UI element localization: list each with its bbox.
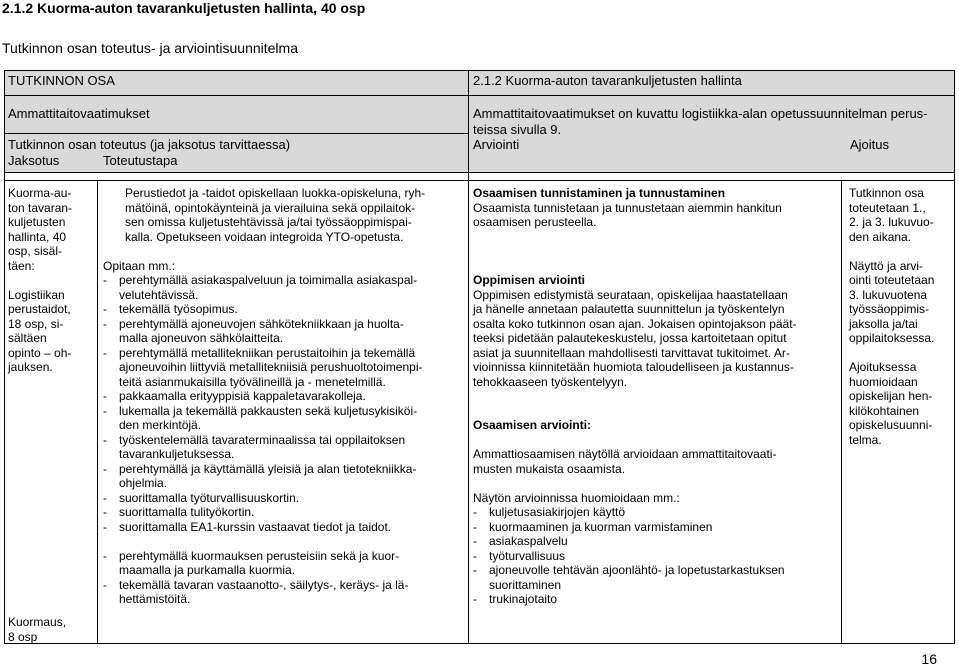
ajoitus-line: kilökohtainen [849, 403, 920, 418]
jaksotus-line: 8 osp [8, 629, 38, 644]
jaksotus-line: sältäen [8, 331, 47, 345]
opitaan-label: Opitaan mm.: [103, 258, 176, 273]
table-border-bottom [4, 643, 955, 644]
jaksotus-line: hallinta, 40 [8, 229, 67, 244]
jaksotus-line: Logistiikan [8, 287, 65, 302]
list-item: - suorittamalla EA1-kurssin vastaavat tiedot ja taidot. [103, 519, 392, 534]
document-title: 2.1.2 Kuorma-auton tavarankuljetusten hallinta, 40 osp [2, 0, 366, 16]
ajoitus-line: jaksolla ja/tai [849, 316, 918, 331]
table-col-divider-jaksotus [97, 180, 98, 644]
jaksotus-line: osp, sisäl- [8, 244, 63, 258]
toteutustapa-label: Toteutustapa [103, 153, 178, 168]
jaksotus-line: ton tavaran- [8, 200, 73, 215]
intro-line: mätöinä, opintokäynteinä ja vierailuina sekä oppilaitok- [125, 200, 416, 215]
ammattitaito-value-line2: teissa sivulla 9. [473, 122, 562, 137]
jaksotus-label: Jaksotus [8, 153, 60, 168]
ajoitus-line: Näyttö ja arvi- [849, 258, 924, 273]
list-item: - ajoneuvolle tehtävän ajoonlähtö- ja lopetustarkastuksen suorittaminen [473, 563, 785, 592]
tutkinnon-osa-label: TUTKINNON OSA [8, 73, 115, 88]
table-border-right [954, 70, 955, 644]
list-item: - suorittamalla tulityökortin. [103, 505, 255, 519]
list-item: - kuljetusasiakirjojen käyttö [473, 505, 626, 519]
jaksotus-cell [8, 186, 96, 375]
list-item: - pakkaamalla erityyppisiä kappaletavarakolleja. [103, 389, 366, 403]
table-border-top [4, 70, 955, 71]
list-item: - perehtymällä ja käyttämällä yleisiä ja alan tietotekniikka- ohjelmia. [103, 461, 417, 490]
list-item: - työturvallisuus [473, 548, 566, 563]
ajoitus-line: Ajoituksessa [849, 360, 917, 374]
toteutustapa-cell [103, 186, 465, 607]
ajoitus-line: Tutkinnon osa [849, 186, 924, 200]
ajoitus-line: työssäoppimis- [849, 302, 930, 316]
arviointi-line: ja hänelle annetaan palautetta suunnittelun ja työskentelyn [473, 302, 785, 316]
ajoitus-label: Ajoitus [850, 137, 890, 152]
ajoitus-line: toteutetaan 1., [849, 200, 926, 215]
intro-line: Perustiedot ja -taidot opiskellaan luokka-opiskeluna, ryh- [125, 186, 426, 200]
arviointi-line: osalta koko tutkinnon osan ajan. Jokaisen opintojakson päät- [473, 316, 797, 331]
toteutus-label: Tutkinnon osan toteutus (ja jaksotus tarvittaessa) [8, 137, 291, 152]
list-item: - perehtymällä asiakaspalveluun ja toimimalla asiakaspal- velutehtävissä. [103, 273, 418, 302]
ajoitus-line: ointi toteutetaan [849, 273, 935, 287]
arviointi-heading: Osaamisen arviointi: [473, 418, 592, 432]
jaksotus-line: Kuormaus, [8, 615, 67, 629]
table-col-divider-main [468, 70, 469, 644]
list-item: - tekemällä työsopimus. [103, 302, 238, 316]
arviointi-line: musten mukaista osaamista. [473, 461, 626, 476]
list-item: - työskentelemällä tavaraterminaalissa tai oppilaitoksen tavarankuljetuksessa. [103, 432, 406, 461]
ammattitaito-value-line1: Ammattitaitovaatimukset on kuvattu logistiikka-alan opetussuunnitelman perus- [473, 106, 928, 121]
arviointi-line: Osaamista tunnistetaan ja tunnustetaan aiemmin hankitun [473, 200, 782, 215]
list-item: - kuormaaminen ja kuorman varmistaminen [473, 519, 713, 534]
arviointi-heading: Oppimisen arviointi [473, 273, 586, 287]
ajoitus-cell [849, 186, 953, 447]
jaksotus-line: täen: [8, 258, 35, 273]
list-item: - perehtymällä kuormauksen perusteisiin sekä ja kuor- maamalla ja purkamalla kuormia. [103, 548, 400, 577]
arviointi-line: vioinnissa kiinnitetään huomiota taloudelliseen ja kustannus- [473, 360, 794, 374]
ajoitus-line: 2. ja 3. lukuvuo- [849, 215, 934, 229]
intro-line: kalla. Opetukseen voidaan integroida YTO-opetusta. [125, 229, 404, 244]
list-item: - perehtymällä metallitekniikan perustaitoihin ja tekemällä ajoneuvoihin liittyviä metallitekniisiä perushuoltotoimenpi- teitä asianmukaisilla työvälineillä ja - menetelmillä. [103, 345, 423, 389]
table-rule-3 [4, 172, 955, 173]
table-col-divider-ajoitus [841, 180, 842, 644]
table-border-left [4, 70, 5, 644]
arviointi-line: asiat ja suunnitellaan mahdollisesti tarvittavat tukitoimet. Ar- [473, 345, 790, 360]
arviointi-line: tehokkaaseen työskentelyyn. [473, 374, 628, 389]
arviointi-heading: Osaamisen tunnistaminen ja tunnustaminen [473, 186, 726, 200]
list-item: - tekemällä tavaran vastaanotto-, säilytys-, keräys- ja lä- hettämistöitä. [103, 577, 409, 606]
list-item: - suorittamalla työturvallisuuskortin. [103, 490, 300, 505]
arviointi-label: Arviointi [473, 137, 520, 152]
arviointi-line: teeksi pidetään palautekeskustelu, jossa kartoitetaan opitut [473, 331, 787, 345]
jaksotus-line: perustaidot, [8, 302, 71, 316]
ammattitaito-label: Ammattitaitovaatimukset [8, 106, 150, 121]
document-subtitle: Tutkinnon osan toteutus- ja arviointisuunnitelma [2, 40, 298, 56]
ajoitus-line: huomioidaan [849, 374, 918, 389]
jaksotus-line: kuljetusten [8, 215, 66, 229]
ajoitus-line: telma. [849, 432, 882, 447]
ajoitus-line: opiskelijan hen- [849, 389, 933, 403]
jaksotus-kuormaus [8, 615, 96, 644]
list-item: - asiakaspalvelu [473, 534, 568, 548]
ajoitus-line: 3. lukuvuotena [849, 287, 928, 302]
jaksotus-line: Kuorma-au- [8, 186, 72, 200]
arviointi-line: Ammattiosaamisen näytöllä arvioidaan ammattitaitovaati- [473, 447, 777, 461]
ajoitus-line: den aikana. [849, 229, 912, 244]
ajoitus-line: oppilaitoksessa. [849, 331, 935, 345]
table-rule-1 [4, 95, 955, 96]
jaksotus-line: 18 osp, si- [8, 316, 64, 331]
list-item: - perehtymällä ajoneuvojen sähkötekniikkaan ja huolta- malla ajoneuvon sähkölaitteita. [103, 316, 404, 345]
arviointi-line: Oppimisen edistymistä seurataan, opiskelijaa haastatellaan [473, 287, 788, 302]
arviointi-line: osaamisen perusteella. [473, 215, 597, 229]
intro-line: sen omissa kuljetustehtävissä ja/tai työssäoppimispai- [125, 215, 412, 229]
page-number: 16 [921, 651, 937, 667]
jaksotus-line: opinto – oh- [8, 345, 72, 360]
tutkinnon-osa-value: 2.1.2 Kuorma-auton tavarankuljetusten hallinta [473, 73, 742, 88]
list-item: - lukemalla ja tekemällä pakkausten sekä kuljetusykisiköi- den merkintöjä. [103, 403, 418, 432]
ajoitus-line: opiskelusuunni- [849, 418, 933, 432]
arviointi-line: Näytön arvioinnissa huomioidaan mm.: [473, 490, 680, 505]
table-rule-4 [4, 180, 955, 181]
jaksotus-line: jauksen. [8, 360, 53, 374]
arviointi-cell [473, 186, 839, 607]
list-item: - trukinajotaito [473, 592, 558, 606]
table-rule-2 [4, 133, 469, 134]
